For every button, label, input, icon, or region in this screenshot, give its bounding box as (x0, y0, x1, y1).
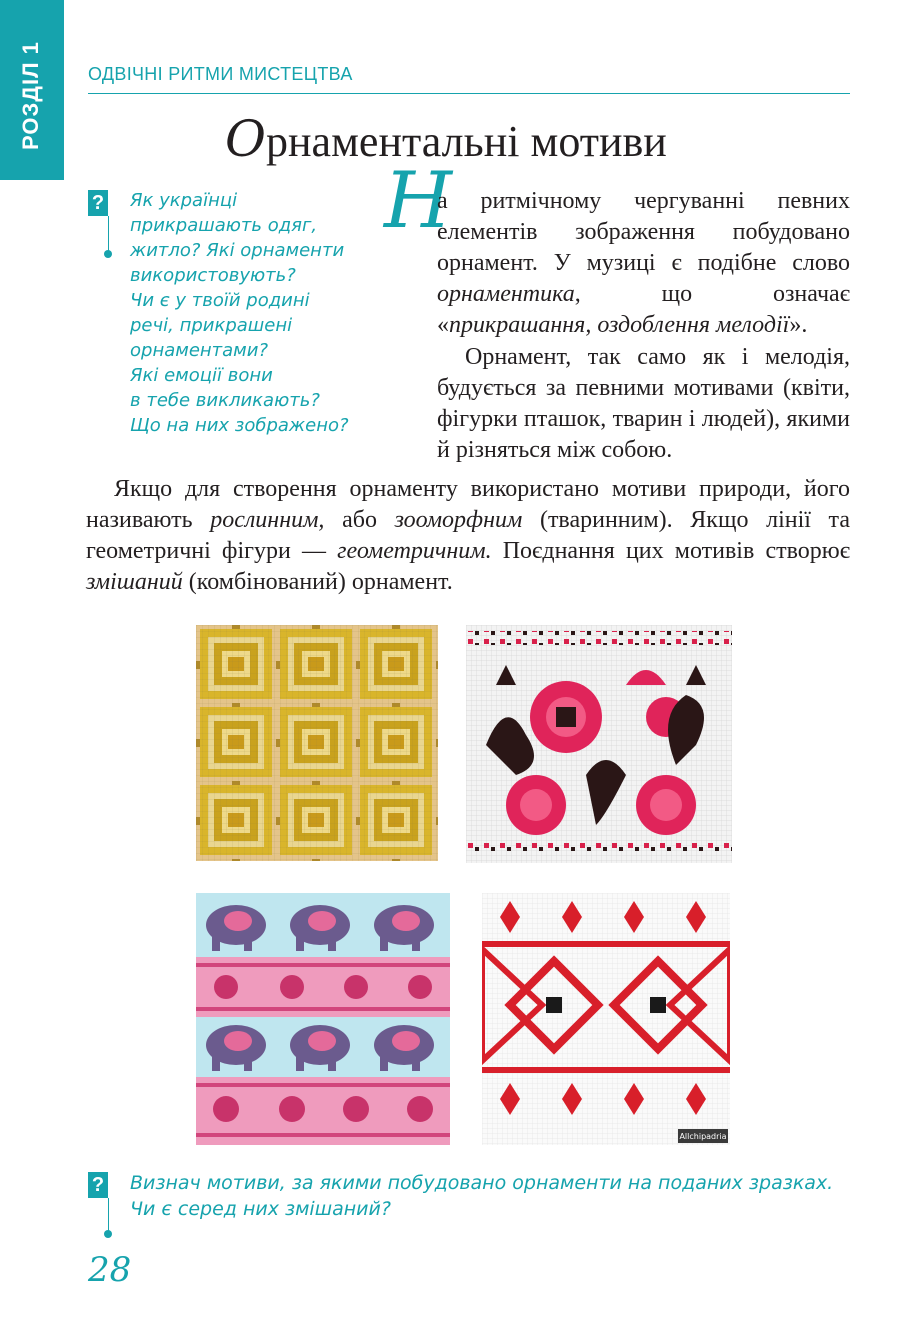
running-header: ОДВІЧНІ РИТМИ МИСТЕЦТВА (88, 64, 353, 84)
question-badge-icon: ? (88, 190, 108, 216)
side-question-text (130, 188, 390, 438)
question-line (108, 1198, 109, 1232)
drop-cap: Н (384, 156, 453, 246)
p3-emphasis: рослинним, (210, 507, 325, 533)
page-number: 28 (88, 1250, 132, 1290)
p3-text: Якщо для створення орнаменту використано мотиви природи, його називають (86, 476, 850, 533)
section-tab-corner (40, 158, 64, 180)
floral-embroidery-ornament (466, 625, 732, 863)
p1-text: а ритмічному чергуванні певних елементів зображення побудовано орнамент. У музиці є подібне слово (437, 188, 850, 276)
p3-text: (тваринним). Якщо лінії та геометричні фігури — (86, 507, 850, 564)
side-question-line: в тебе викликають? (130, 390, 320, 411)
side-question-line: орнаментами? (130, 340, 269, 361)
title-initial: О (225, 110, 266, 168)
side-question-line: Чи є у твоїй родині (130, 290, 310, 311)
title-rest: рнаментальні мотиви (266, 117, 667, 166)
elephant-mixed-ornament (196, 893, 450, 1145)
geometric-squares-ornament (196, 625, 438, 861)
side-question-line: житло? Які орнаменти (130, 240, 345, 261)
header-divider (88, 93, 850, 94)
side-question-line: речі, прикрашені (130, 315, 293, 336)
p1-text: , що означає « (437, 281, 850, 338)
side-question-line: Які емоції вони (130, 365, 273, 386)
p3-emphasis: зооморфним (394, 507, 523, 533)
side-question-line: прикрашають одяг, (130, 215, 318, 236)
paragraph-2: Орнамент, так само як і мелодія, будується за певними мотивами (квіти, фігурки пташок, тварин і людей), якими й різняться між собою. (437, 344, 850, 463)
p3-text: Поєднання цих мотивів створює (491, 538, 850, 564)
p3-text: (комбінований) орнамент. (182, 569, 453, 595)
side-question-line: використовують? (130, 265, 296, 286)
p3-emphasis: змішаний (86, 569, 183, 595)
p1-emphasis: прикрашання, оздоблення мелодії (449, 312, 790, 338)
side-question-line: Що на них зображено? (130, 415, 349, 436)
side-question-line: Як українці (130, 190, 238, 211)
question-badge-icon: ? (88, 1172, 108, 1198)
paragraph-3 (86, 474, 850, 598)
p3-text: або (324, 507, 395, 533)
question-dot (104, 1230, 112, 1238)
question-dot (104, 250, 112, 258)
image-watermark: Allchipadria (679, 1132, 727, 1141)
geometric-embroidery-ornament (482, 893, 730, 1145)
p1-text: ». (789, 312, 808, 338)
paragraph-1 (437, 186, 850, 341)
section-tab-label: РОЗДІЛ 1 (18, 41, 43, 150)
p1-emphasis: орнаментика (437, 281, 575, 307)
bottom-question-text: Визнач мотиви, за якими побудовано орнаменти на поданих зразках. Чи є серед них змішаний? (130, 1172, 834, 1220)
p3-emphasis: геометричним. (337, 538, 492, 564)
question-line (108, 216, 109, 252)
